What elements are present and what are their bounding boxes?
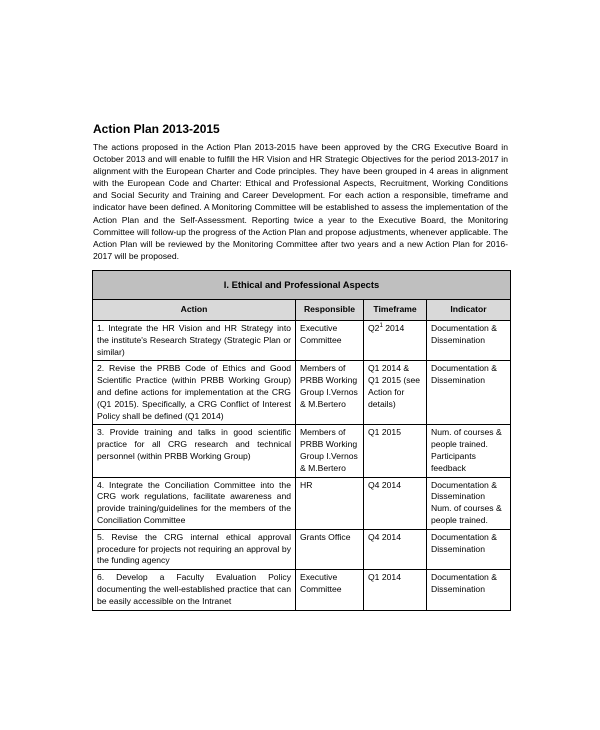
indicator-cell: Documentation & Dissemination [427,321,511,361]
action-cell: 5. Revise the CRG internal ethical approval procedure for projects not requiring an approval by the funding agency [93,529,296,569]
footnote-marker: 1 [379,323,383,330]
intro-paragraph: The actions proposed in the Action Plan 2013-2015 have been approved by the CRG Executive Board in October 2013 and will enable to fulfill the HR Vision and HR Strategic Objectives for the period 2013-2017 in alignment with the European Charter and Code principles. They have been grouped in 4 areas in alignment with the European Code and Charter: Ethical and Professional Aspects, Recruitment, Working Conditions and Social Security and Training and Career Development. For each action a responsible, timeframe and indicator have been defined. A Monitoring Committee will be established to assess the implementation of the Action Plan and the Self-Assessment. Reporting twice a year to the Executive Board, the Monitoring Committee will follow-up the progress of the Action Plan and propose adjustments, whenever applicable. The Action Plan will be reviewed by the Monitoring Committee after two years and a new Action Plan for 2016-2017 will be proposed. [93,142,508,261]
responsible-cell: Members of PRBB Working Group I.Vernos & M.Bertero [296,425,364,477]
column-header-responsible: Responsible [296,300,364,321]
action-cell: 3. Provide training and talks in good scientific practice for all CRG research and technical personnel (within PRBB Working Group) [93,425,296,477]
responsible-cell: HR [296,477,364,529]
responsible-cell: Executive Committee [296,321,364,361]
timeframe-year: 2014 [382,323,405,333]
action-cell: 4. Integrate the Conciliation Committee into the CRG work regulations, facilitate awareness and provide training/guidelines for the members of the Conciliation Committee [93,477,296,529]
column-header-indicator: Indicator [427,300,511,321]
action-cell: 6. Develop a Faculty Evaluation Policy documenting the well-established practice that can be easily accessible on the Intranet [93,570,296,610]
indicator-cell: Documentation & Dissemination [427,570,511,610]
table-row [93,321,511,361]
table-row [93,529,511,569]
section-title-row [93,271,511,300]
indicator-cell: Documentation & Dissemination Num. of courses & people trained. [427,477,511,529]
indicator-cell: Documentation & Dissemination [427,361,511,425]
timeframe-text: Q2 [368,323,380,333]
responsible-cell: Executive Committee [296,570,364,610]
column-header-action: Action [93,300,296,321]
indicator-cell: Documentation & Dissemination [427,529,511,569]
section-title: I. Ethical and Professional Aspects [93,271,511,300]
timeframe-cell: Q4 2014 [364,529,427,569]
column-header-timeframe: Timeframe [364,300,427,321]
action-plan-table [92,270,511,611]
action-cell: 1. Integrate the HR Vision and HR Strategy into the institute's Research Strategy (Strategic Plan or similar) [93,321,296,361]
table-row [93,477,511,529]
table-row [93,425,511,477]
timeframe-cell: Q1 2014 & Q1 2015 (see Action for details) [364,361,427,425]
responsible-cell: Grants Office [296,529,364,569]
table-row [93,361,511,425]
timeframe-cell: Q1 2014 [364,570,427,610]
indicator-cell: Num. of courses & people trained. Participants feedback [427,425,511,477]
action-cell: 2. Revise the PRBB Code of Ethics and Good Scientific Practice (within PRBB Working Group) and define actions for implementation at the CRG (Q1 2015). Specifically, a CRG Conflict of Interest Policy shall be defined (Q1 2014) [93,361,296,425]
timeframe-cell [364,321,427,361]
timeframe-cell: Q4 2014 [364,477,427,529]
table-row [93,570,511,610]
timeframe-cell: Q1 2015 [364,425,427,477]
header-row [93,300,511,321]
responsible-cell: Members of PRBB Working Group I.Vernos & M.Bertero [296,361,364,425]
page-title: Action Plan 2013-2015 [93,122,220,136]
